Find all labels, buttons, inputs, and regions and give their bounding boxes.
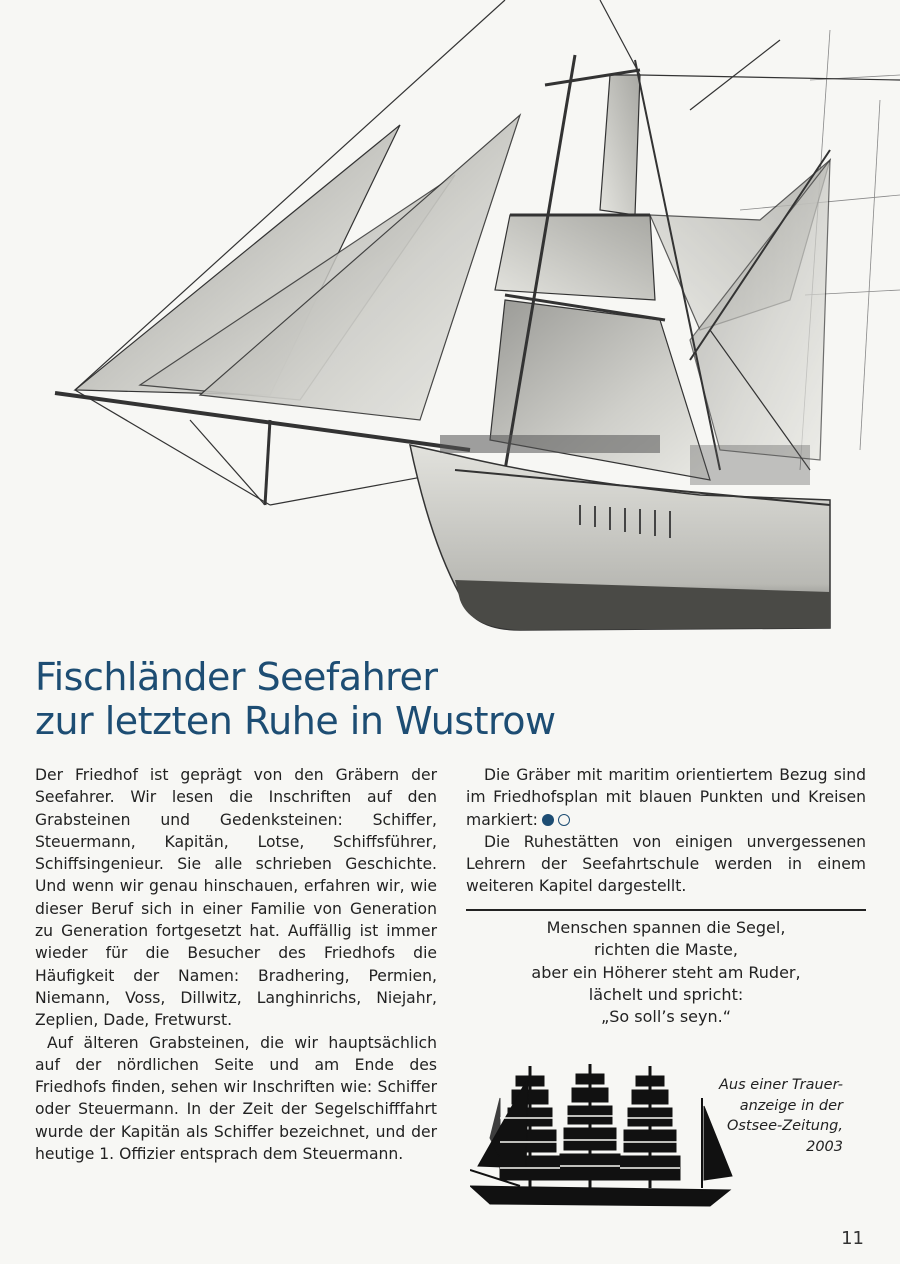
left-text-column: [35, 764, 437, 1165]
poem-line-3: aber ein Höherer steht am Ruder,: [531, 962, 801, 982]
caption-line-2: anzeige in der: [739, 1097, 843, 1114]
filled-blue-dot-icon: [542, 814, 554, 826]
section-divider: [466, 909, 866, 911]
poem-quote: [466, 917, 866, 1028]
caption-line-4: 2003: [806, 1138, 843, 1155]
right-paragraph-1: [466, 764, 866, 831]
title-line-1: Fischländer Seefahrer: [35, 655, 438, 699]
poem-line-5: „So soll’s seyn.“: [600, 1007, 731, 1027]
caption-line-3: Ostsee-Zeitung,: [726, 1118, 843, 1134]
page-title: [35, 655, 556, 743]
page-number: 11: [841, 1228, 864, 1249]
right-paragraph-1-text: Die Gräber mit maritim orientiertem Bezug sind im Friedhofsplan mit blauen Punkten und Kreisen markiert:: [466, 766, 866, 829]
left-paragraph-2: Auf älteren Grabsteinen, die wir hauptsächlich auf der nördlichen Seite und am Ende des Friedhofs finden, sehen wir Inschriften wie: Schiffer oder Steuermann. In der Zeit der Segelschifffahrt wurde der Kapitän als Schiffer bezeichnet, und der heutige 1. Offizier entsprach dem Steuermann.: [35, 1033, 437, 1164]
poem-line-4: lächelt und spricht:: [588, 984, 744, 1004]
image-caption: [668, 1075, 843, 1157]
title-line-2: zur letzten Ruhe in Wustrow: [35, 699, 556, 743]
hollow-blue-circle-icon: [558, 814, 570, 826]
caption-line-1: Aus einer Trauer-: [719, 1077, 843, 1093]
poem-line-1: Menschen spannen die Segel,: [546, 918, 786, 937]
poem-line-2: richten die Maste,: [594, 940, 738, 960]
right-text-column: [466, 764, 866, 898]
left-paragraph-1: Der Friedhof ist geprägt von den Gräbern der Seefahrer. Wir lesen die Inschriften auf den Grabsteinen und Gedenksteinen: Schiffer, Steuermann, Kapitän, Lotse, Schiffsführer, Schiffsingenieur. Sie alle schrieben Geschichte. Und wenn wir genau hinschauen, erfahren wir, wie dieser Beruf sich in einer Familie von Generation zu Generation fortgesetzt hat. Auffällig ist immer wieder für die Besucher des Friedhofs die Häufigkeit der Namen: Bradhering, Permien, Niemann, Voss, Dillwitz, Langhinrichs, Niejahr, Zeplien, Dade, Fretwurst.: [35, 766, 437, 1030]
right-paragraph-2: Die Ruhestätten von einigen unvergessenen Lehrern der Seefahrtschule werden in einem weiteren Kapitel dargestellt.: [466, 832, 866, 896]
